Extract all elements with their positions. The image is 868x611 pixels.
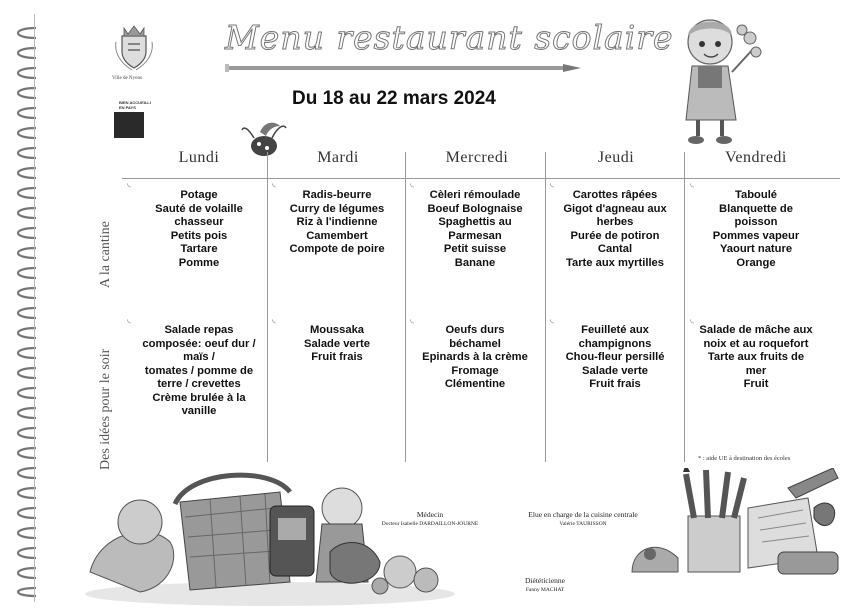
menu-item: herbes [596,216,634,228]
page-curl-icon: ◟ [550,178,554,189]
menu-item: Blanquette de [719,202,793,215]
menu-item: Feuilleté aux [581,324,649,336]
lunch-menu-jeudi [552,189,678,270]
grid-divider [545,152,546,462]
menu-item: Moussaka [309,324,365,336]
menu-item: vanille [181,405,217,417]
menu-item: mer [745,364,767,377]
menu-item: Tartare [180,243,218,255]
menu-item: Gigot d'agneau aux [563,202,667,215]
page-curl-icon: ◟ [690,178,694,189]
town-crest-icon [112,22,156,72]
page-curl-icon: ◟ [410,178,414,189]
page-curl-icon: ◟ [690,314,694,325]
menu-item: Parmesan [448,229,502,242]
menu-item: Banane [454,256,496,269]
evening-menu-mercredi [413,324,537,392]
menu-item: Fromage [451,364,499,377]
crest-caption: Ville de Nyons [112,76,142,81]
page-curl-icon: ◟ [410,314,414,325]
menu-item: Camembert [306,229,368,242]
menu-item: Fruit [743,378,769,390]
evening-menu-lundi [135,324,263,419]
day-header-vendredi: Vendredi [725,149,787,166]
menu-item: Curry de légumes [289,202,385,215]
lunch-menu-vendredi [693,189,819,270]
menu-item: Carottes râpées [572,189,658,201]
side-label-lunch: A la cantine [98,221,113,288]
menu-item: Cantal [597,243,633,255]
menu-item: chasseur [174,216,224,228]
menu-item: Chou-fleur persillé [565,351,665,363]
signature-role: Elue en charge de la cuisine centrale [528,510,638,519]
menu-item: Purée de potiron [570,229,660,242]
menu-item: Clémentine [444,378,506,390]
page-edge [34,14,35,602]
menu-item: Fruit frais [589,378,641,390]
menu-item: Riz à l'indienne [296,216,378,228]
menu-item: Yaourt nature [719,243,793,255]
badge-logo-icon [114,112,144,138]
menu-item: tomates / pomme de [144,364,254,377]
lunch-menu-mercredi [413,189,537,270]
menu-item: champignons [578,337,652,350]
day-header-mardi: Mardi [317,149,359,166]
menu-item: Boeuf Bolognaise [427,202,523,215]
menu-item: Oeufs durs [445,324,505,336]
footnote: * : aide UE à destination des écoles [698,455,791,462]
menu-item: Sauté de volaille [155,202,243,215]
menu-item: Radis-beurre [302,189,372,201]
menu-item: Tarte aux myrtilles [565,256,665,269]
page-curl-icon: ◟ [272,314,276,325]
menu-item: Potage [180,189,218,201]
picnic-food-illustration-icon [80,462,460,607]
date-range: Du 18 au 22 mars 2024 [292,88,496,109]
menu-item: Petit suisse [443,243,507,255]
menu-item: maïs / [183,351,215,363]
side-label-evening: Des idées pour le soir [98,348,113,470]
signature-role: Diététicienne [525,576,565,585]
menu-item: Taboulé [734,189,778,201]
dietitian-signature [500,576,590,593]
day-header-mercredi: Mercredi [445,149,509,166]
evening-menu-jeudi [552,324,678,392]
menu-item: Pomme [178,256,220,269]
day-header-lundi: Lundi [178,149,220,166]
evening-menu-mardi [277,324,397,365]
day-header-jeudi: Jeudi [597,149,635,166]
signature-name: Docteur Isabelle DARDAILLON-JOURNE [381,521,479,527]
menu-item: Compote de poire [289,243,385,255]
signature-name: Fanny MACHAT [525,587,565,593]
menu-item: Petits pois [170,229,228,242]
menu-item: Orange [736,256,776,269]
menu-item: noix et au roquefort [703,337,809,350]
menu-item: composée: oeuf dur / [142,337,256,350]
grid-divider [267,152,268,462]
grid-divider [684,152,685,462]
page-curl-icon: ◟ [127,314,131,325]
signature-name: Valérie TAURISSON [559,521,607,527]
menu-item: Tarte aux fruits de [707,351,805,363]
page-title: Menu restaurant scolaire [225,18,674,57]
menu-item: poisson [734,216,778,228]
spiral-binding [6,22,46,602]
menu-item: béchamel [449,337,501,350]
menu-item: Salade repas [164,324,234,336]
badge-text: BIEN ACCUEILLI EN PAYS [119,100,151,110]
menu-item: terre / crevettes [157,378,241,390]
signature-role: Médecin [416,510,444,519]
menu-item: Salade de mâche aux [699,324,813,336]
page-curl-icon: ◟ [272,178,276,189]
evening-menu-vendredi [690,324,822,392]
menu-item: Crème brulée à la [152,391,246,404]
page-curl-icon: ◟ [127,178,131,189]
menu-item: Epinards à la crème [422,351,528,363]
page-curl-icon: ◟ [550,314,554,325]
lunch-menu-lundi [139,189,259,270]
menu-item: Salade verte [582,364,648,377]
menu-item: Fruit frais [311,351,363,363]
pencil-underline-icon [225,58,585,78]
girl-illustration-icon [670,8,762,146]
quality-label-badge [112,98,156,142]
school-supplies-illustration-icon [628,468,843,580]
menu-item: Pommes vapeur [712,229,800,242]
menu-item: Salade verte [304,337,370,350]
menu-item: Spaghettis au [438,216,512,228]
grid-header-line [122,178,840,179]
menu-item: Cèleri rémoulade [429,189,521,201]
lunch-menu-mardi [277,189,397,257]
grid-divider [405,152,406,462]
